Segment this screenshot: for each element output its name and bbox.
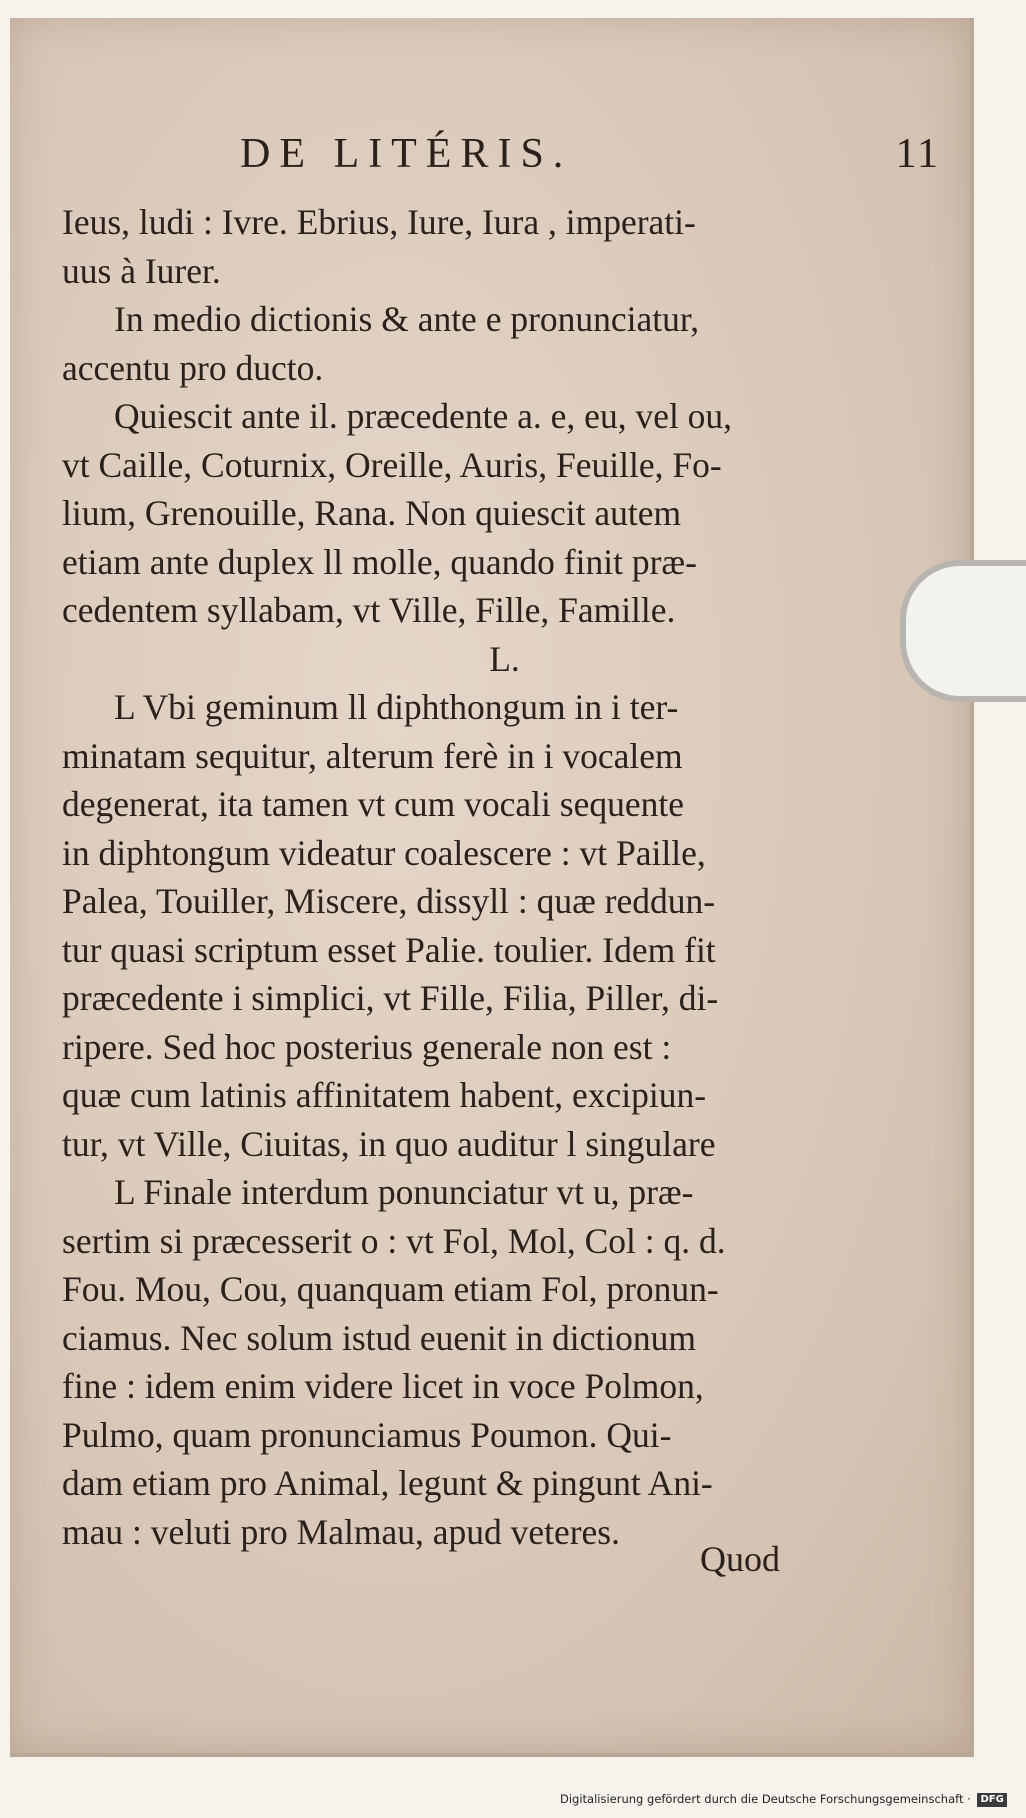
text-line: tur quasi scriptum esset Palie. toulier. Idem fit xyxy=(62,929,716,970)
text-line: Quiescit ante il. præcedente a. e, eu, vel ou, xyxy=(114,396,733,436)
text-line: uus à Iurer. xyxy=(62,250,221,291)
text-line: etiam ante duplex ll molle, quando finit præ- xyxy=(62,541,697,582)
text-line: ciamus. Nec solum istud euenit in dictionum xyxy=(62,1317,696,1358)
credit-text: Digitalisierung gefördert durch die Deutsche Forschungsgemeinschaft · xyxy=(560,1792,971,1806)
text-line: accentu pro ducto. xyxy=(62,347,324,388)
text-line: tur, vt Ville, Ciuitas, in quo auditur l singulare xyxy=(62,1123,716,1164)
text-line: lium, Grenouille, Rana. Non quiescit autem xyxy=(62,493,682,533)
text-line: vt Caille, Coturnix, Oreille, Auris, Feuille, Fo- xyxy=(62,444,722,485)
text-line: cedentem syllabam, vt Ville, Fille, Famille. xyxy=(62,590,676,630)
page-text xyxy=(62,198,807,1556)
text-line: Palea, Touiller, Miscere, dissyll : quæ reddun- xyxy=(62,881,716,921)
dfg-logo: DFG xyxy=(977,1793,1006,1807)
text-line: fine : idem enim videre licet in voce Polmon, xyxy=(62,1366,704,1406)
catchword: Quod xyxy=(700,1539,780,1579)
text-line: Fou. Mou, Cou, quanquam etiam Fol, pronun- xyxy=(62,1269,719,1309)
text-line: mau : veluti pro Malmau, apud veteres. xyxy=(62,1511,620,1552)
text-line: quæ cum latinis affinitatem habent, excipiun- xyxy=(62,1075,707,1115)
text-line: præcedente i simplici, vt Fille, Filia, Piller, di- xyxy=(62,978,719,1018)
text-line: L Finale interdum ponunciatur vt u, præ- xyxy=(114,1172,694,1212)
digitization-credit xyxy=(560,1792,1004,1814)
text-line: Pulmo, quam pronunciamus Poumon. Qui- xyxy=(62,1414,672,1455)
section-heading: L. xyxy=(489,638,520,679)
text-line: minatam sequitur, alterum ferè in i vocalem xyxy=(62,735,683,776)
running-head xyxy=(240,130,940,190)
text-line: ripere. Sed hoc posterius generale non est : xyxy=(62,1026,672,1067)
text-line: Ieus, ludi : Ivre. Ebrius, Iure, Iura , imperati- xyxy=(62,202,696,242)
text-line: sertim si præcesserit o : vt Fol, Mol, Col : q. d. xyxy=(62,1220,726,1261)
page-number: 11 xyxy=(895,131,940,177)
text-line: dam etiam pro Animal, legunt & pingunt Ani- xyxy=(62,1463,713,1503)
text-line: In medio dictionis & ante e pronunciatur, xyxy=(114,299,700,339)
text-line: degenerat, ita tamen vt cum vocali sequente xyxy=(62,784,684,824)
book-page xyxy=(10,18,974,1757)
page-tab-clip xyxy=(900,560,1026,702)
running-title: DE LITÉRIS. xyxy=(240,131,573,177)
text-line: in diphtongum videatur coalescere : vt Paille, xyxy=(62,832,706,873)
text-line: L Vbi geminum ll diphthongum in i ter- xyxy=(114,687,679,727)
